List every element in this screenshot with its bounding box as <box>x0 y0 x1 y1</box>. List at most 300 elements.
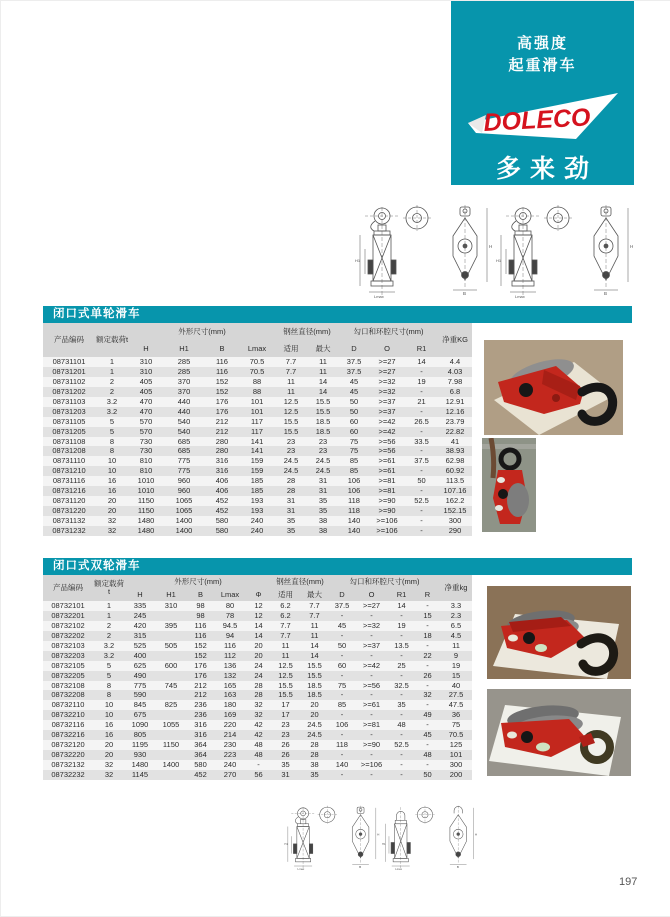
table-cell: 18.5 <box>307 690 322 700</box>
table-cell: >=56 <box>378 436 396 446</box>
table-cell: 1150 <box>162 740 180 750</box>
table-cell: 70.5 <box>448 730 464 740</box>
table-cell: 316 <box>194 730 207 740</box>
table-cell: 31 <box>286 506 296 516</box>
table-cell: - <box>400 630 403 640</box>
single-pulley-spec-table <box>43 323 472 536</box>
table-cell: 23 <box>286 436 296 446</box>
table-cell <box>155 730 187 740</box>
col-applicable: 适用 <box>275 341 307 357</box>
table-row <box>43 357 472 367</box>
table-cell: 45 <box>349 376 359 386</box>
table-cell: 525 <box>133 640 147 650</box>
table-cell: 20 <box>310 710 319 720</box>
table-cell: 08731101 <box>52 357 86 366</box>
table-cell: >=42 <box>378 416 396 426</box>
table-cell: 1150 <box>137 496 155 506</box>
table-cell: 8 <box>109 436 115 446</box>
table-cell: 18.5 <box>315 426 331 436</box>
table-cell: 117 <box>251 426 263 436</box>
table-cell: - <box>340 650 344 660</box>
table-cell: 285 <box>177 357 191 366</box>
table-cell: 4.4 <box>449 357 461 366</box>
table-cell: >=81 <box>362 720 381 730</box>
table-cell: 1480 <box>131 760 149 769</box>
table-cell: 48 <box>254 740 263 750</box>
table-cell: 1065 <box>175 506 193 516</box>
table-cell: - <box>426 760 429 769</box>
table-cell: 31 <box>281 769 290 779</box>
table-cell: 11 <box>310 620 319 630</box>
table-cell: 08732116 <box>51 720 85 730</box>
table-cell: 24 <box>254 670 263 680</box>
colgroup-dimensions: 外形尺寸(mm) <box>125 575 271 589</box>
table-cell: 580 <box>194 760 207 769</box>
table-cell: 176 <box>215 396 229 406</box>
table-cell: 56 <box>254 769 263 779</box>
table-cell: 19 <box>451 660 461 670</box>
table-cell: 290 <box>448 525 462 535</box>
table-cell: - <box>420 366 423 376</box>
table-cell: 1 <box>106 601 112 610</box>
table-cell: >=56 <box>378 446 396 456</box>
product-photo-double-pulley-shackle <box>487 689 631 776</box>
table-cell: 08732103 <box>51 640 85 650</box>
table-cell: 236 <box>194 700 207 710</box>
table-cell: 7.7 <box>280 630 291 640</box>
table-cell: 116 <box>224 640 236 650</box>
table-cell: 600 <box>164 660 178 670</box>
table-cell: - <box>400 670 403 680</box>
table-cell: 745 <box>164 680 178 690</box>
table-cell: 625 <box>133 660 147 670</box>
table-cell: 24.5 <box>307 730 322 740</box>
double-pulley-spec-table <box>43 575 472 780</box>
table-cell: 152 <box>194 650 207 660</box>
table-cell: 1480 <box>137 525 155 535</box>
table-cell: 540 <box>177 426 191 436</box>
table-row <box>43 750 472 760</box>
table-cell: - <box>426 660 429 670</box>
table-cell: - <box>370 710 373 720</box>
table-cell: >=37 <box>362 640 381 650</box>
table-cell: 10 <box>107 456 117 466</box>
col-r1: R1 <box>405 341 438 357</box>
table-cell: 2 <box>106 630 112 640</box>
table-cell: 152 <box>194 640 207 650</box>
product-photo-single-pulley-hook <box>484 340 623 435</box>
table-cell: 1195 <box>131 740 149 750</box>
table-cell <box>155 651 187 661</box>
table-cell: 08731220 <box>52 506 86 516</box>
table-cell: >=27 <box>362 601 381 610</box>
table-cell: >=61 <box>378 466 396 476</box>
table-cell: 80 <box>225 601 235 610</box>
table-cell <box>155 631 187 641</box>
table-row <box>43 516 472 526</box>
table-cell: 316 <box>194 720 207 730</box>
table-cell: 1090 <box>131 720 149 730</box>
col-product: 产品编码 <box>43 323 95 357</box>
table-cell: 24.5 <box>307 720 322 730</box>
table-row <box>43 377 472 387</box>
col-h1: H1 <box>155 589 187 601</box>
table-cell: 32.5 <box>394 680 409 690</box>
table-cell: 805 <box>133 730 147 740</box>
table-cell: >=90 <box>378 496 396 506</box>
table-cell: 08731120 <box>52 496 86 506</box>
col-d: D <box>329 589 355 601</box>
table2-header <box>43 575 472 601</box>
table-cell: 106 <box>335 720 349 730</box>
table-cell: >=61 <box>378 456 396 466</box>
table-cell: 6.2 <box>280 601 291 610</box>
table-cell: 159 <box>250 466 264 476</box>
table-cell: 505 <box>164 640 178 650</box>
col-d: D <box>339 341 369 357</box>
technical-drawing-double-pulley <box>283 789 479 889</box>
col-lmax: Lmax <box>214 589 246 601</box>
table-cell: 3.2 <box>103 640 115 650</box>
table-cell: 270 <box>223 769 237 779</box>
table-cell: 14 <box>318 386 328 396</box>
table-cell: 12.5 <box>283 406 299 416</box>
col-load: 额定载荷t <box>95 323 129 357</box>
table-cell: >=32 <box>362 620 381 630</box>
table-cell: >=106 <box>376 525 398 535</box>
table-cell: 08731116 <box>52 476 86 486</box>
table-cell: 85 <box>337 700 347 710</box>
table-cell: 7.7 <box>285 357 297 366</box>
table-cell: - <box>340 710 344 720</box>
table-cell: 15.5 <box>278 690 293 700</box>
table-cell: 11 <box>287 386 295 396</box>
table-cell: 364 <box>194 740 207 750</box>
table-cell: 11 <box>281 640 290 650</box>
table-cell: - <box>400 610 403 620</box>
table-cell: - <box>420 466 423 476</box>
table-cell: 240 <box>223 760 237 769</box>
table-cell: 1145 <box>131 769 149 779</box>
table-cell: 23 <box>281 730 290 740</box>
table-cell: 60 <box>349 426 359 436</box>
table-cell: 08732205 <box>51 670 85 680</box>
table-cell: 810 <box>139 456 153 466</box>
table-cell: 31 <box>318 476 328 486</box>
table-cell: 08731132 <box>52 516 86 525</box>
col-lmax: Lmax <box>239 341 275 357</box>
table-cell: 26 <box>423 670 432 680</box>
table-cell: 185 <box>250 476 264 486</box>
table-cell: - <box>420 406 423 416</box>
table-cell: 580 <box>215 525 229 535</box>
table-cell: 94.5 <box>222 620 238 630</box>
table-cell: - <box>420 516 423 525</box>
table-cell: - <box>426 640 429 650</box>
doleco-logo <box>464 89 622 147</box>
col-weight: 净重kg <box>440 575 472 601</box>
table-cell: 580 <box>215 516 229 525</box>
table-cell: 540 <box>177 416 191 426</box>
table-cell: 405 <box>139 386 153 396</box>
table-cell: 08731205 <box>52 426 86 436</box>
table-cell: >=27 <box>378 366 396 376</box>
table-cell: 08732216 <box>51 730 85 740</box>
table-cell: 335 <box>133 601 147 610</box>
table-cell: 117 <box>251 416 263 426</box>
table-cell: 75 <box>349 446 359 456</box>
table-cell: 9 <box>453 650 459 660</box>
table-cell: 52.5 <box>414 496 429 506</box>
table-cell: 08732101 <box>51 601 85 610</box>
table-cell: - <box>426 740 429 750</box>
table-cell: 08732110 <box>51 700 85 710</box>
table-cell: 52.5 <box>394 740 409 750</box>
table-cell: 162.2 <box>445 496 465 506</box>
table-cell: 32 <box>423 690 432 700</box>
table-row <box>43 486 472 496</box>
table-cell: 33.5 <box>414 436 429 446</box>
table-cell: 19 <box>417 376 426 386</box>
table-cell: 310 <box>139 366 153 376</box>
table-cell: 1 <box>109 366 115 376</box>
col-b: B <box>205 341 239 357</box>
col-r1: R1 <box>388 589 415 601</box>
table-cell: 116 <box>216 357 228 366</box>
table-cell: 165 <box>223 680 237 690</box>
table-cell: - <box>420 486 423 496</box>
table-cell: 285 <box>177 366 191 376</box>
table-cell: 38 <box>318 516 328 525</box>
table-cell: 132 <box>223 670 237 680</box>
table-cell: 48 <box>423 750 432 760</box>
table-cell: 08732210 <box>51 710 85 720</box>
table-cell: 08732202 <box>51 630 85 640</box>
table-cell: 42 <box>254 730 263 740</box>
table-cell <box>155 750 187 760</box>
table-row <box>43 700 472 710</box>
table-cell: 14 <box>318 376 328 386</box>
table-cell: - <box>370 670 373 680</box>
table-cell: 12.5 <box>278 670 293 680</box>
table-cell: 16 <box>107 476 117 486</box>
table-cell: 420 <box>133 620 147 630</box>
table-cell: 32 <box>104 769 114 779</box>
table-cell: 116 <box>194 630 207 640</box>
table-cell: 35 <box>286 516 296 525</box>
table-cell: 5 <box>106 660 112 670</box>
table-cell: 15.5 <box>315 406 331 416</box>
table-cell: 106 <box>347 486 361 496</box>
section1-title-text: 闭口式单轮滑车 <box>53 308 141 320</box>
table-cell: 2.3 <box>450 610 462 620</box>
table-cell: 94 <box>225 630 235 640</box>
col-product: 产品编码 <box>43 575 93 601</box>
table-cell: 88 <box>252 386 262 396</box>
table-row <box>43 427 472 437</box>
technical-drawing-single-pulley <box>353 198 636 308</box>
table-cell: 212 <box>215 426 229 436</box>
table-cell: 7.7 <box>280 620 291 630</box>
table-cell: 11 <box>287 376 295 386</box>
table-cell: 4.5 <box>450 630 462 640</box>
table-cell: 163 <box>223 690 237 700</box>
table-cell: >=27 <box>378 357 396 366</box>
table-cell: 310 <box>164 601 178 610</box>
table-row <box>43 466 472 476</box>
table-cell: - <box>340 630 344 640</box>
table-cell: 406 <box>215 486 229 496</box>
table-cell: 1400 <box>162 760 180 769</box>
section-title-double-pulley <box>43 558 632 575</box>
table-cell: 176 <box>215 406 229 416</box>
table-cell: 1480 <box>137 516 155 525</box>
table-cell: 200 <box>449 769 463 779</box>
table-row <box>43 641 472 651</box>
table-cell: 730 <box>139 436 153 446</box>
table-cell: 08732105 <box>51 660 85 670</box>
table-cell: 24.5 <box>283 456 299 466</box>
banner-line2: 起重滑车 <box>508 57 577 74</box>
table-cell: 14 <box>254 620 263 630</box>
table-cell: 70.5 <box>249 357 265 366</box>
table-cell: 15.5 <box>283 426 299 436</box>
table-cell: 6.5 <box>450 620 462 630</box>
table-cell: 75 <box>451 720 461 730</box>
table-cell: 300 <box>448 516 462 525</box>
table-cell: 118 <box>348 506 360 516</box>
table-cell: 440 <box>177 396 191 406</box>
table-row <box>43 496 472 506</box>
table-cell: 3.2 <box>103 650 115 660</box>
table-cell: 214 <box>223 730 237 740</box>
table-cell: 08731203 <box>52 406 86 416</box>
table-cell: - <box>426 720 429 730</box>
table-cell: 26 <box>281 740 290 750</box>
table-cell: 176 <box>194 670 207 680</box>
table-cell: 75 <box>349 436 359 446</box>
table-cell: - <box>420 525 423 535</box>
colgroup-dimensions: 外形尺寸(mm) <box>129 323 275 341</box>
table-cell: >=37 <box>378 396 396 406</box>
table-cell: 20 <box>104 740 114 750</box>
table-cell: 36 <box>451 710 461 720</box>
table-cell: 08732203 <box>51 650 85 660</box>
table-cell: 220 <box>223 720 237 730</box>
table-cell: >=61 <box>362 700 381 710</box>
table-cell: 18.5 <box>307 680 322 690</box>
table-cell: 1 <box>109 357 115 366</box>
table-cell: 48 <box>254 750 263 760</box>
table-cell: 37.5 <box>414 456 429 466</box>
table-cell: 4.03 <box>447 366 463 376</box>
table-cell: - <box>420 446 423 456</box>
table-cell: >=42 <box>362 660 381 670</box>
table-cell: 400 <box>133 650 147 660</box>
table-cell: 85 <box>349 466 359 476</box>
table-row <box>43 681 472 691</box>
table-cell: 159 <box>250 456 264 466</box>
table-cell: 8 <box>106 680 112 690</box>
table-cell: 32 <box>107 525 117 535</box>
table-cell: - <box>400 760 403 769</box>
table-cell: 240 <box>250 516 264 525</box>
table-cell: >=81 <box>378 486 396 496</box>
table-cell: 28 <box>286 476 296 486</box>
table-cell: 08732232 <box>51 769 85 779</box>
table-cell: 16 <box>104 720 114 730</box>
colgroup-hook-dims: 勾口和环腔尺寸(mm) <box>339 323 438 341</box>
table-cell: - <box>340 670 344 680</box>
table-cell: 28 <box>310 750 319 760</box>
banner-line1: 高强度 <box>516 35 568 52</box>
table-cell: 37.5 <box>346 357 362 366</box>
table-cell: 08731216 <box>52 486 86 496</box>
table-row <box>43 671 472 681</box>
table-cell: - <box>426 620 429 630</box>
table-cell: - <box>340 769 344 779</box>
col-phi: Φ <box>246 589 271 601</box>
table-cell: 23 <box>286 446 296 456</box>
table-cell: 8 <box>109 446 115 456</box>
table-cell: 35 <box>286 525 296 535</box>
table-cell: >=81 <box>378 476 396 486</box>
table-cell: 212 <box>215 416 229 426</box>
table-cell: 12.5 <box>278 660 293 670</box>
table-cell: 15.5 <box>278 680 293 690</box>
table-row <box>43 407 472 417</box>
table-cell: 10 <box>104 710 114 720</box>
table-row <box>43 437 472 447</box>
table-cell: 12 <box>254 601 263 610</box>
table-cell: 45 <box>423 730 432 740</box>
col-h1: H1 <box>163 341 205 357</box>
table-cell: 5 <box>109 426 115 436</box>
table-cell <box>155 671 187 681</box>
table-cell: 08731232 <box>52 525 86 535</box>
table-cell: 50 <box>423 769 432 779</box>
table-cell <box>155 611 187 621</box>
table-cell: - <box>426 680 429 690</box>
table-cell: 31 <box>286 496 296 506</box>
table-cell: 24 <box>254 660 263 670</box>
table-cell: 15.5 <box>307 660 322 670</box>
table-cell: >=106 <box>376 516 398 525</box>
table-cell: 08731202 <box>52 386 86 396</box>
table-row <box>43 417 472 427</box>
table-cell: 50 <box>349 396 359 406</box>
table-cell: 78 <box>225 610 235 620</box>
table-cell: 1400 <box>175 525 193 535</box>
table-cell: - <box>257 760 260 769</box>
table-cell: 240 <box>250 525 264 535</box>
table-cell: 21 <box>417 396 426 406</box>
col-h: H <box>125 589 155 601</box>
table-cell: 930 <box>133 750 147 760</box>
table-cell: 118 <box>348 496 360 506</box>
col-o: O <box>355 589 388 601</box>
table-cell: 11 <box>319 366 327 376</box>
col-max: 最大 <box>300 589 329 601</box>
table-cell: 08731110 <box>52 456 86 466</box>
table-cell: 08732102 <box>51 620 85 630</box>
table-cell: 825 <box>164 700 178 710</box>
table-cell: 16 <box>107 486 117 496</box>
table-cell: 169 <box>223 710 237 720</box>
table-cell: 10 <box>107 466 117 476</box>
table-cell: 685 <box>177 446 191 456</box>
table-cell: 38 <box>310 760 319 769</box>
